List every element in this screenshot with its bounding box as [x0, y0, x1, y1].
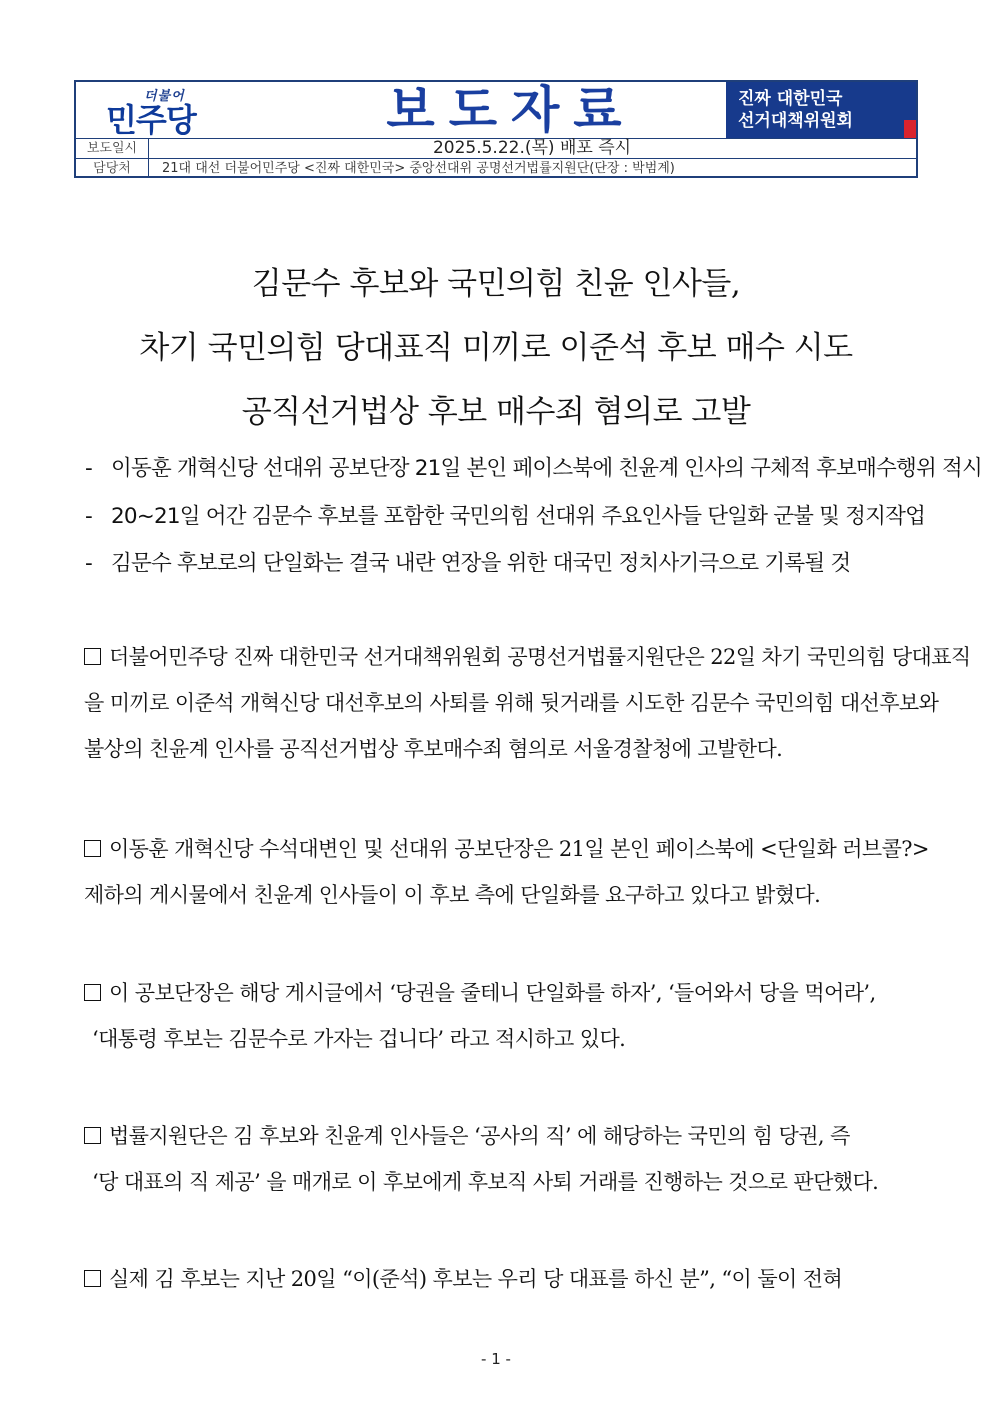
paragraph-3-line-2: ‘대통령 후보는 김문수로 가자는 겁니다’ 라고 적시하고 있다.	[92, 1027, 626, 1051]
paragraph-4-line-1-text: 법률지원단은 김 후보와 친윤계 인사들은 ‘공사의 직’ 에 해당하는 국민의 힘 당권, 즉	[109, 1124, 850, 1148]
paragraph-4	[84, 1113, 910, 1205]
subpoint-2-text: 20~21일 어간 김문수 후보를 포함한 국민의힘 선대위 주요인사들 단일화 군불 및 정지작업	[111, 504, 926, 529]
paragraph-5-line-1-text: 실제 김 후보는 지난 20일 “이(준석) 후보는 우리 당 대표를 하신 분”, “이 둘이 전혀	[109, 1267, 843, 1291]
subpoint-1: - 이동훈 개혁신당 선대위 공보단장 21일 본인 페이스북에 친윤계 인사의 구체적 후보매수행위 적시	[85, 456, 982, 481]
checkbox-bullet-icon	[84, 984, 101, 1001]
paragraph-2-line-1-text: 이동훈 개혁신당 수석대변인 및 선대위 공보단장은 21일 본인 페이스북에 <단일화 러브콜?>	[109, 837, 929, 861]
paragraph-1-line-1-text: 더불어민주당 진짜 대한민국 선거대책위원회 공명선거법률지원단은 22일 차기 국민의힘 당대표직	[109, 645, 971, 669]
paragraph-1-line-2: 을 미끼로 이준석 개혁신당 대선후보의 사퇴를 위해 뒷거래를 시도한 김문수 국민의힘 대선후보와	[84, 691, 939, 715]
release-value: 2025.5.22.(목) 배포 즉시	[432, 138, 632, 158]
paragraph-4-line-1	[84, 1113, 910, 1159]
paragraph-4-line-2: ‘당 대표의 직 제공’ 을 매개로 이 후보에게 후보직 사퇴 거래를 진행하는 것으로 판단했다.	[92, 1170, 879, 1194]
header-top-row	[76, 82, 916, 139]
paragraph-3-line-1-text: 이 공보단장은 해당 게시글에서 ‘당권을 줄테니 단일화를 하자’, ‘들어와서 당을 먹어라’,	[109, 981, 876, 1005]
release-label: 보도일시	[76, 139, 149, 158]
document-title: 보도자료	[386, 81, 636, 139]
checkbox-bullet-icon	[84, 1127, 101, 1144]
paragraph-1-line-1	[84, 634, 971, 680]
subpoint-3: - 김문수 후보로의 단일화는 결국 내란 연장을 위한 대국민 정치사기극으로 기록될 것	[85, 551, 851, 576]
paragraph-2-line-1	[84, 826, 929, 872]
committee-accent-mark	[904, 120, 916, 138]
paragraph-2	[84, 826, 929, 918]
committee-badge	[726, 82, 916, 138]
subpoint-3-text: 김문수 후보로의 단일화는 결국 내란 연장을 위한 대국민 정치사기극으로 기록될 것	[111, 551, 851, 576]
subpoint-2: - 20~21일 어간 김문수 후보를 포함한 국민의힘 선대위 주요인사들 단일화 군불 및 정지작업	[85, 504, 926, 529]
committee-line-2: 선거대책위원회	[738, 111, 853, 131]
logo-main-text: 민주당	[106, 101, 196, 139]
release-row	[76, 139, 916, 158]
committee-line-1: 진짜 대한민국	[738, 89, 843, 109]
checkbox-bullet-icon	[84, 648, 101, 665]
contact-label: 담당처	[76, 159, 149, 178]
paragraph-3	[84, 970, 910, 1062]
paragraph-1-line-3: 불상의 친윤계 인사를 공직선거법상 후보매수죄 혐의로 서울경찰청에 고발한다.	[84, 737, 783, 761]
paragraph-1	[84, 634, 971, 772]
page-number: - 1 -	[481, 1350, 511, 1368]
contact-value: 21대 대선 더불어민주당 <진짜 대한민국> 중앙선대위 공명선거법률지원단(단장 : 박범계)	[162, 161, 675, 176]
checkbox-bullet-icon	[84, 840, 101, 857]
headline-line-3: 공직선거법상 후보 매수죄 혐의로 고발	[241, 394, 751, 430]
logo-small-text: 더불어	[144, 89, 185, 104]
checkbox-bullet-icon	[84, 1270, 101, 1287]
party-logo	[106, 85, 236, 139]
press-release-header	[74, 80, 918, 178]
paragraph-5-line-1	[84, 1256, 910, 1302]
paragraph-2-line-2: 제하의 게시물에서 친윤계 인사들이 이 후보 측에 단일화를 요구하고 있다고 밝혔다.	[84, 883, 821, 907]
paragraph-3-line-1	[84, 970, 910, 1016]
headline-line-1: 김문수 후보와 국민의힘 친윤 인사들,	[251, 266, 741, 302]
contact-row	[76, 158, 916, 178]
headline-line-2: 차기 국민의힘 당대표직 미끼로 이준석 후보 매수 시도	[139, 330, 853, 366]
subpoint-1-text: 이동훈 개혁신당 선대위 공보단장 21일 본인 페이스북에 친윤계 인사의 구체적 후보매수행위 적시	[111, 456, 982, 481]
paragraph-5	[84, 1256, 910, 1302]
